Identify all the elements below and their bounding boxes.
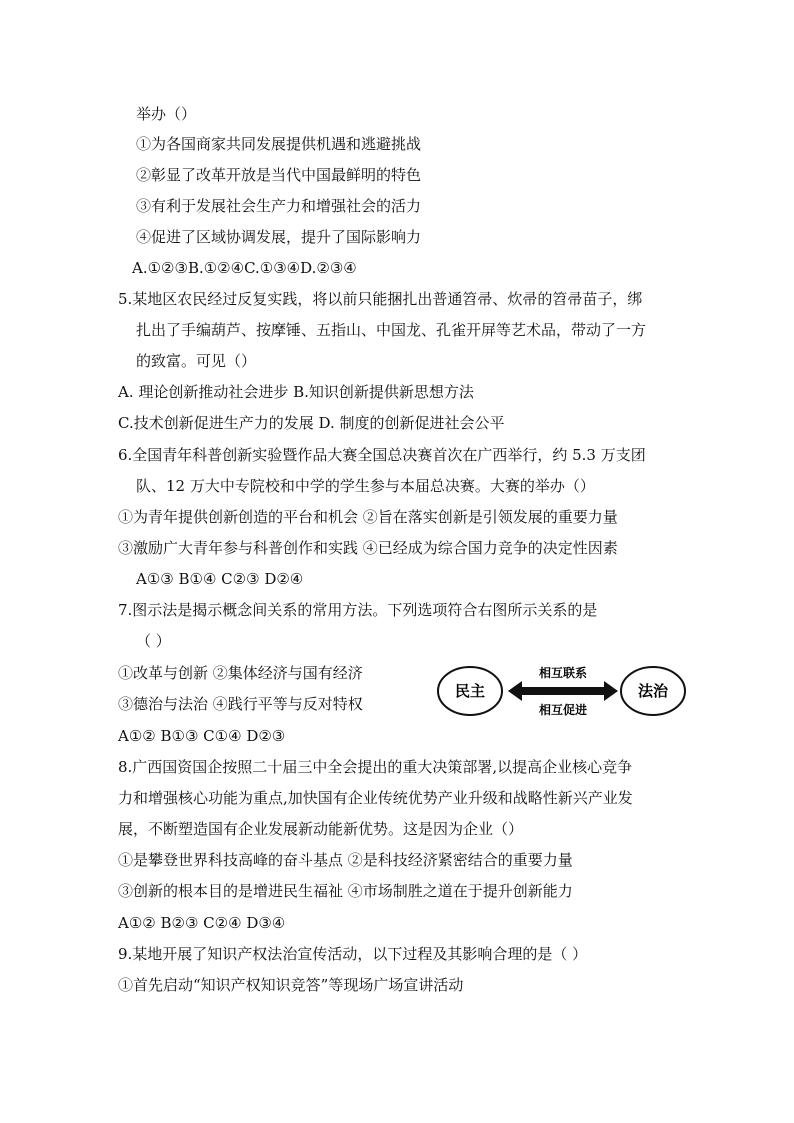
question-4-stem: 举办（） bbox=[136, 105, 197, 123]
question-7-choices: A①② B①③ C①④ D②③ bbox=[118, 727, 286, 745]
question-4-choices: A.①②③B.①②④C.①③④D.②③④ bbox=[132, 259, 357, 277]
question-8-line-3: 展，不断塑造国有企业发展新动能新优势。这是因为企业（） bbox=[118, 820, 524, 838]
question-4-option-3: ③有利于发展社会生产力和增强社会的活力 bbox=[136, 197, 422, 215]
question-4-option-4: ④促进了区域协调发展，提升了国际影响力 bbox=[136, 228, 422, 246]
question-6-options-12: ①为青年提供创新创造的平台和机会 ②旨在落实创新是引领发展的重要力量 bbox=[118, 508, 618, 526]
question-5-line-3: 的致富。可见（） bbox=[136, 352, 257, 370]
question-8-options-34: ③创新的根本目的是增进民生福祉 ④市场制胜之道在于提升创新能力 bbox=[118, 882, 573, 900]
question-6-options-34: ③激励广大青年参与科普创作和实践 ④已经成为综合国力竞争的决定性因素 bbox=[118, 539, 618, 557]
question-5-options-cd: C.技术创新促进生产力的发展 D. 制度的创新促进社会公平 bbox=[118, 414, 505, 432]
arrow-top-label: 相互联系 bbox=[538, 666, 588, 680]
rule-of-law-label: 法治 bbox=[637, 682, 669, 700]
question-8-line-1: 8.广西国资国企按照二十届三中全会提出的重大决策部署,以提高企业核心竞争 bbox=[118, 758, 633, 776]
question-5-line-1: 5.某地区农民经过反复实践，将以前只能捆扎出普通笤帚、炊帚的笤帚苗子，绑 bbox=[118, 290, 643, 308]
question-7-line-1: 7.图示法是揭示概念间关系的常用方法。下列选项符合右图所示关系的是 bbox=[118, 601, 598, 619]
question-7-line-2: （ ） bbox=[136, 632, 171, 650]
question-4-option-1: ①为各国商家共同发展提供机遇和逃避挑战 bbox=[136, 135, 422, 153]
double-arrow-icon bbox=[508, 681, 618, 701]
question-9-line-1: 9.某地开展了知识产权法治宣传活动，以下过程及其影响合理的是（ ） bbox=[118, 945, 588, 963]
democracy-label: 民主 bbox=[454, 682, 486, 700]
question-6-line-2: 队、12 万大中专院校和中学的学生参与本届总决赛。大赛的举办（） bbox=[136, 477, 595, 495]
question-8-line-2: 力和增强核心功能为重点,加快国有企业传统优势产业升级和战略性新兴产业发 bbox=[118, 789, 633, 807]
question-7-options-12: ①改革与创新 ②集体经济与国有经济 bbox=[118, 664, 363, 682]
question-6-line-1: 6.全国青年科普创新实验暨作品大赛全国总决赛首次在广西举行，约 5.3 万支团 bbox=[118, 446, 646, 464]
question-5-line-2: 扎出了手编葫芦、按摩锤、五指山、中国龙、孔雀开屏等艺术品，带动了一方 bbox=[136, 321, 647, 339]
question-5-options-ab: A. 理论创新推动社会进步 B.知识创新提供新思想方法 bbox=[118, 383, 474, 401]
question-4-option-2: ②彰显了改革开放是当代中国最鲜明的特色 bbox=[136, 166, 422, 184]
question-9-option-1: ①首先启动“知识产权知识竞答”等现场广场宣讲活动 bbox=[118, 976, 464, 994]
question-7-options-34: ③德治与法治 ④践行平等与反对特权 bbox=[118, 695, 363, 713]
question-8-choices: A①② B②③ C②④ D③④ bbox=[118, 914, 286, 932]
relationship-diagram bbox=[436, 663, 688, 719]
question-6-choices: A①③ B①④ C②③ D②④ bbox=[136, 570, 304, 588]
arrow-bottom-label: 相互促进 bbox=[538, 703, 588, 717]
question-8-options-12: ①是攀登世界科技高峰的奋斗基点 ②是科技经济紧密结合的重要力量 bbox=[118, 851, 573, 869]
